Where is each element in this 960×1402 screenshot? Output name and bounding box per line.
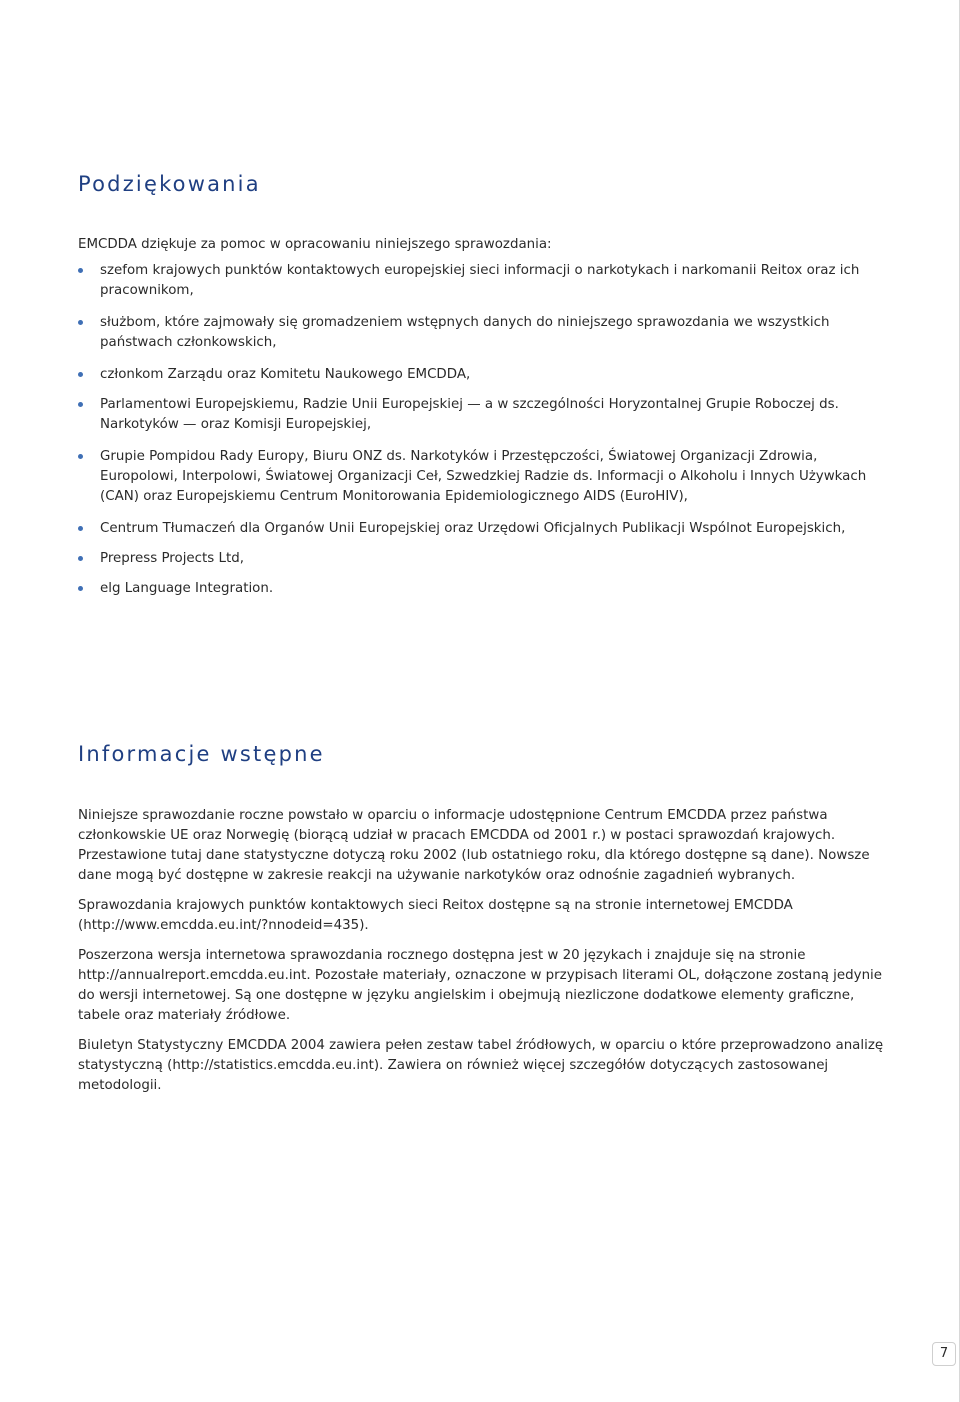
list-item <box>78 395 898 435</box>
bullet-icon <box>78 372 83 377</box>
acknowledgements-section <box>78 170 898 599</box>
list-item <box>78 579 898 599</box>
introduction-heading: Informacje wstępne <box>78 742 325 766</box>
list-item-text: Grupie Pompidou Rady Europy, Biuru ONZ ds. Narkotyków i Przestępczości, Światowej Organizacji Zdrowia, Europolowi, Interpolowi, Światowej Organizacji Ceł, Szwedzkiej Radzie ds. Informacji o Alkoholu i Innych Używkach (CAN) oraz Europejskiemu Centrum Monitorowania Epidemiologicznego AIDS (EuroHIV), <box>100 449 867 504</box>
bullet-icon <box>78 454 83 459</box>
bullet-icon <box>78 586 83 591</box>
introduction-paragraph: Sprawozdania krajowych punktów kontaktowych sieci Reitox dostępne są na stronie internetowej EMCDDA (http://www.emcdda.eu.int/?nnodeid=435). <box>78 898 793 933</box>
introduction-section <box>78 740 898 1096</box>
bullet-icon <box>78 556 83 561</box>
list-item <box>78 549 898 569</box>
list-item-text: Centrum Tłumaczeń dla Organów Unii Europejskiej oraz Urzędowi Oficjalnych Publikacji Wspólnot Europejskich, <box>100 521 846 536</box>
introduction-paragraph: Niniejsze sprawozdanie roczne powstało w oparciu o informacje udostępnione Centrum EMCDDA przez państwa członkowskie UE oraz Norwegię (biorącą udział w pracach EMCDDA od 2001 r.) w postaci sprawozdań krajowych. Przestawione tutaj dane statystyczne dotyczą roku 2002 (lub ostatniego roku, dla którego dostępne są dane). Nowsze dane mogą być dostępne w zakresie reakcji na używanie narkotyków oraz odnośnie zagadnień wybranych. <box>78 808 870 883</box>
list-item <box>78 365 898 385</box>
list-item-text: Parlamentowi Europejskiemu, Radzie Unii Europejskiej — a w szczególności Horyzontalnej Grupie Roboczej ds. Narkotyków — oraz Komisji Europejskiej, <box>100 397 839 432</box>
list-item <box>78 519 898 539</box>
list-item-text: elg Language Integration. <box>100 581 274 596</box>
acknowledgements-list <box>78 261 898 599</box>
bullet-icon <box>78 402 83 407</box>
list-item <box>78 261 898 301</box>
list-item-text: służbom, które zajmowały się gromadzeniem wstępnych danych do niniejszego sprawozdania we wszystkich państwach członkowskich, <box>100 315 830 350</box>
list-item <box>78 447 898 507</box>
page-number: 7 <box>932 1342 956 1366</box>
introduction-paragraph: Poszerzona wersja internetowa sprawozdania rocznego dostępna jest w 20 językach i znajduje się na stronie http://annualreport.emcdda.eu.int. Pozostałe materiały, oznaczone w przypisach literami OL, dołączone zostaną jedynie do wersji internetowej. Są one dostępne w języku angielskim i obejmują niezliczone dodatkowe elementy graficzne, tabele oraz materiały źródłowe. <box>78 948 883 1023</box>
list-item-text: członkom Zarządu oraz Komitetu Naukowego EMCDDA, <box>100 367 471 382</box>
list-item-text: Prepress Projects Ltd, <box>100 551 244 566</box>
list-item <box>78 313 898 353</box>
introduction-paragraph: Biuletyn Statystyczny EMCDDA 2004 zawiera pełen zestaw tabel źródłowych, w oparciu o które przeprowadzono analizę statystyczną (http://statistics.emcdda.eu.int). Zawiera on również więcej szczegółów dotyczących zastosowanej metodologii. <box>78 1038 884 1093</box>
introduction-body <box>78 806 898 1096</box>
list-item-text: szefom krajowych punktów kontaktowych europejskiej sieci informacji o narkotykach i narkomanii Reitox oraz ich pracownikom, <box>100 263 860 298</box>
acknowledgements-heading: Podziękowania <box>78 172 261 196</box>
bullet-icon <box>78 526 83 531</box>
acknowledgements-intro: EMCDDA dziękuje za pomoc w opracowaniu niniejszego sprawozdania: <box>78 237 552 252</box>
bullet-icon <box>78 320 83 325</box>
bullet-icon <box>78 268 83 273</box>
acknowledgements-body <box>78 235 898 599</box>
